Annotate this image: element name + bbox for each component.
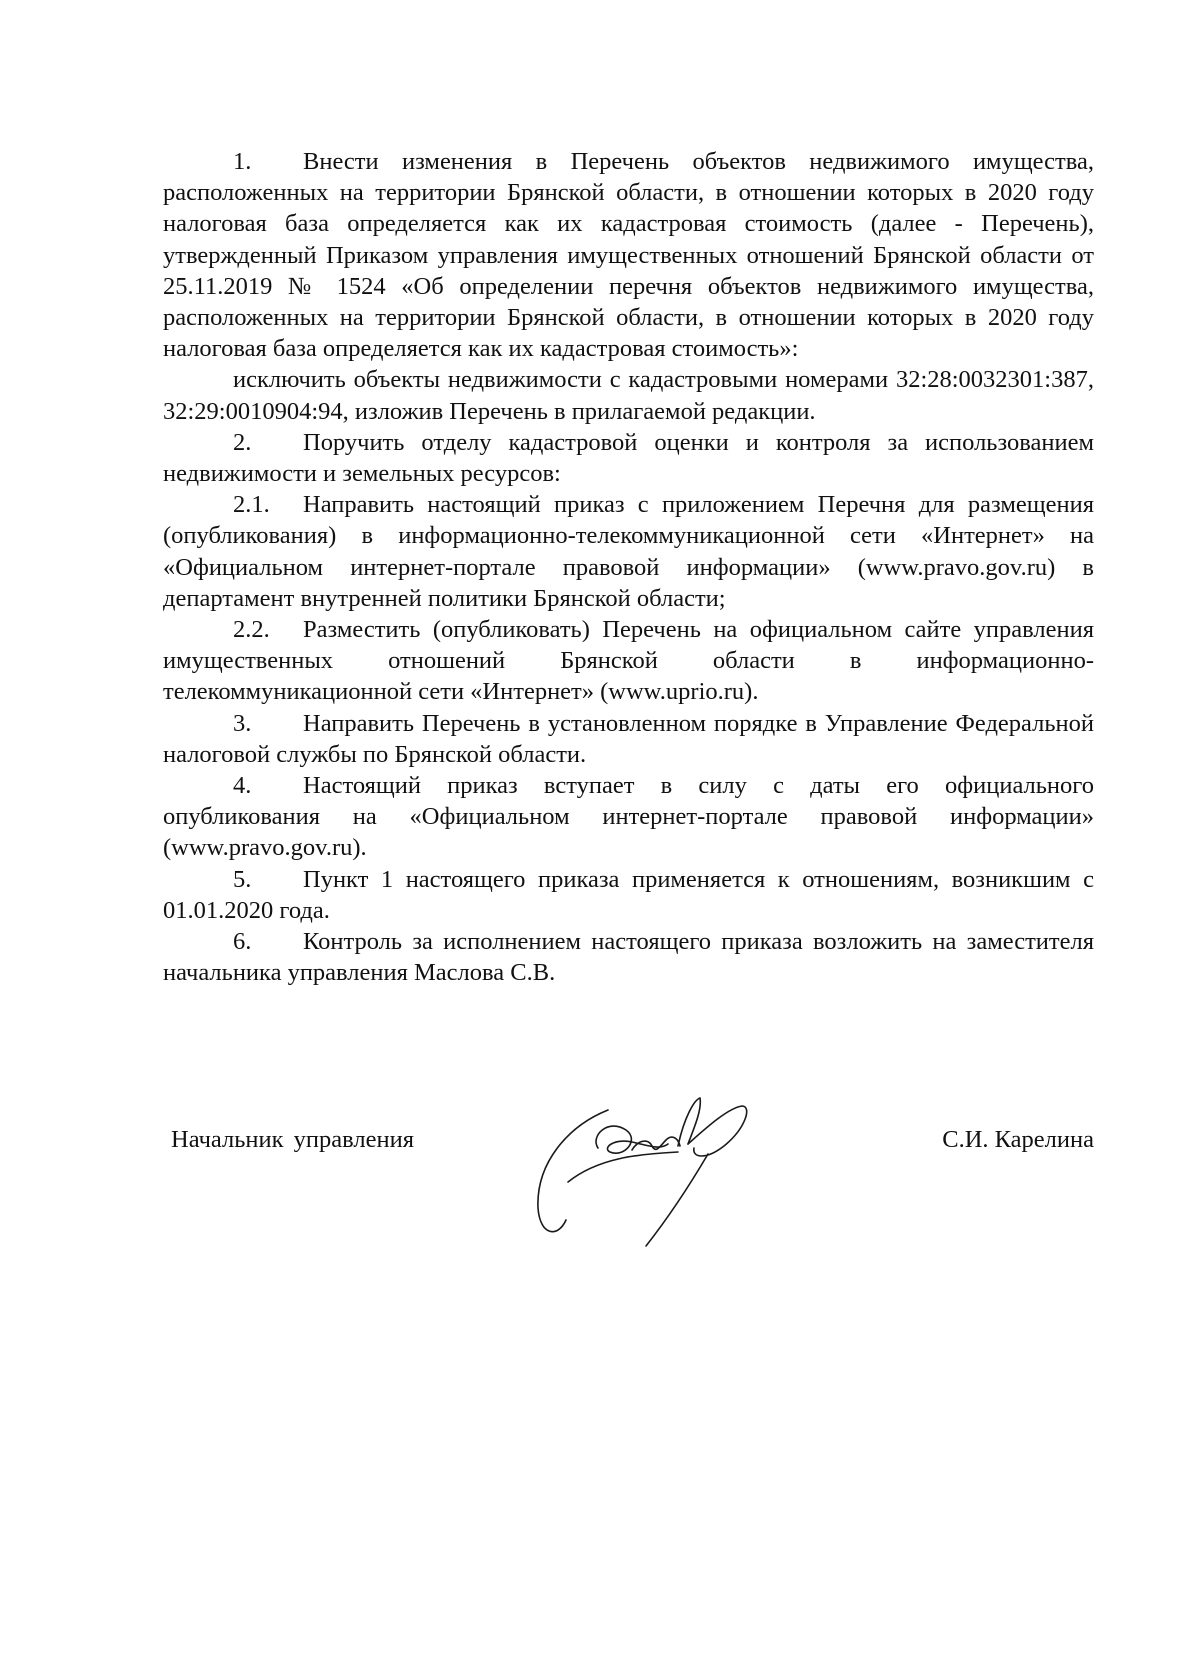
item-6-paragraph <box>163 926 1094 988</box>
item-5-paragraph <box>163 864 1094 926</box>
item-2-text: Поручить отделу кадастровой оценки и контроля за использованием недвижимости и земельных ресурсов: <box>163 428 1094 488</box>
item-3-paragraph <box>163 708 1094 770</box>
handwritten-signature <box>528 1088 768 1258</box>
item-6-number: 6. <box>233 928 252 956</box>
item-2-2-text: Разместить (опубликовать) Перечень на официальном сайте управления имущественных отношений Брянской области в информационно-телекоммуникационной сети «Интернет» (www.uprio.ru). <box>163 616 1094 706</box>
item-1-number: 1. <box>233 148 252 175</box>
item-4-number: 4. <box>233 772 252 800</box>
item-2-paragraph <box>163 427 1094 489</box>
item-1-continuation-paragraph <box>163 364 1094 426</box>
item-5-text: Пункт 1 настоящего приказа применяется к отношениям, возникшим с 01.01.2020 года. <box>163 865 1094 924</box>
item-6-text: Контроль за исполнением настоящего приказа возложить на заместителя начальника управления Маслова С.В. <box>163 928 1094 987</box>
signature-block <box>163 1108 1094 1278</box>
item-2-2-paragraph <box>163 614 1094 708</box>
item-4-text: Настоящий приказ вступает в силу с даты его официального опубликования на «Официальном интернет-портале правовой информации» (www.pravo.gov.ru). <box>163 772 1094 862</box>
item-2-1-paragraph <box>163 489 1094 614</box>
signatory-name: С.И. Карелина <box>942 1126 1094 1153</box>
document-body <box>163 146 1094 988</box>
item-3-number: 3. <box>233 709 252 737</box>
item-2-1-text: Направить настоящий приказ с приложением Перечня для размещения (опубликования) в информационно-телекоммуникационной сети «Интернет» на «Официальном интернет-портале правовой информации» (www.pravo.gov.ru) в департамент внутренней политики Брянской области; <box>163 491 1094 612</box>
item-1-paragraph <box>163 146 1094 364</box>
item-3-text: Направить Перечень в установленном порядке в Управление Федеральной налоговой службы по Брянской области. <box>163 709 1094 768</box>
signatory-title: Начальник управления <box>171 1126 414 1153</box>
item-1-text: Внести изменения в Перечень объектов недвижимого имущества, расположенных на территории Брянской области, в отношении которых в 2020 году налоговая база определяется как их кадастровая стоимость (далее - Перечень), утвержденный Приказом управления имущественных отношений Брянской области от 25.11.2019 № 1524 «Об определении перечня объектов недвижимого имущества, расположенных на территории Брянской области, в отношении которых в 2020 году налоговая база определяется как их кадастровая стоимость»: <box>163 148 1094 363</box>
item-5-number: 5. <box>233 865 252 893</box>
item-1-continuation-text: исключить объекты недвижимости с кадастровыми номерами 32:28:0032301:387, 32:29:0010904:94, изложив Перечень в прилагаемой редакции. <box>163 366 1094 425</box>
item-2-1-number: 2.1. <box>233 491 270 519</box>
item-4-paragraph <box>163 770 1094 864</box>
item-2-number: 2. <box>233 428 252 456</box>
item-2-2-number: 2.2. <box>233 616 270 644</box>
